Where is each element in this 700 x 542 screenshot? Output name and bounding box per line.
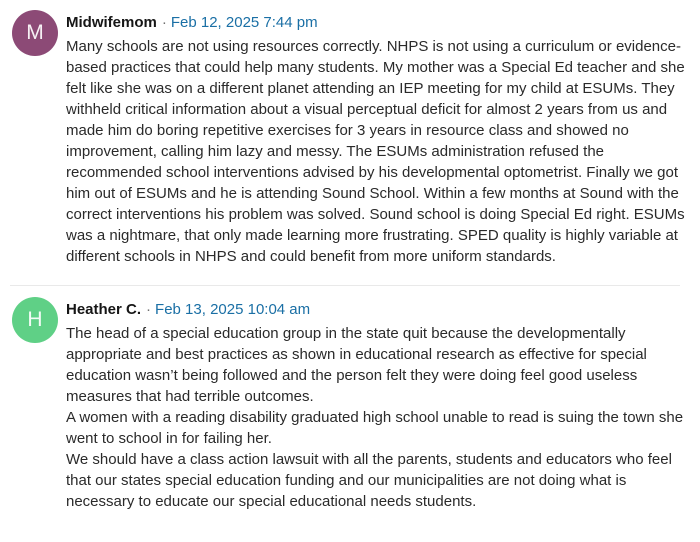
avatar-letter: H (27, 307, 43, 331)
comment-divider (10, 285, 680, 286)
comment-paragraph: We should have a class action lawsuit with all the parents, students and educators who feel that our states special education funding and our municipalities are not doing what is necessary to educate our special educational needs students. (66, 451, 672, 510)
comment-body (66, 36, 692, 267)
comment-paragraph: The head of a special education group in the state quit because the developmentally appropriate and best practices as shown in educational research as effective for special education wasn’t being followed and the person felt they were doing feel good useless measures that had terrible outcomes. (66, 325, 647, 405)
comment-header (66, 12, 692, 33)
avatar-heather-c (12, 297, 58, 343)
avatar-letter: M (26, 20, 44, 44)
comment-header (66, 299, 692, 320)
comment-timestamp-link[interactable]: Feb 13, 2025 10:04 am (155, 301, 311, 318)
separator-dot: · (161, 14, 167, 31)
comment-body (66, 323, 692, 512)
comment-heather-c (12, 297, 692, 512)
comment-content (66, 10, 692, 267)
avatar-midwifemom (12, 10, 58, 56)
comment-paragraph: A women with a reading disability graduated high school unable to read is suing the town she went to school in for failing her. (66, 409, 684, 447)
separator-dot: · (146, 301, 152, 318)
comment-paragraph: Many schools are not using resources correctly. NHPS is not using a curriculum or evidence-based practices that could help many students. My mother was a Special Ed teacher and she felt like she was on a different planet attending an IEP meeting for my child at ESUMs. They withheld critical information about a visual perceptual deficit for almost 2 years from us and made him do boring repetitive exercises for 3 years in resource class and showed no improvement, calling him lazy and messy. The ESUMs administration refused the recommended school interventions advised by his developmental optometrist. Finally we got him out of ESUMs and he is attending Sound School. Within a few months at Sound with the correct interventions his problem was solved. Sound school is doing Special Ed right. ESUMs was a nightmare, that only made learning more frustrating. SPED quality is highly variable at different schools in NHPS and could benefit from more uniform standards. (66, 38, 685, 265)
comment-author: Heather C. (66, 301, 142, 318)
comment-timestamp-link[interactable]: Feb 12, 2025 7:44 pm (170, 14, 318, 31)
comment-midwifemom (12, 10, 692, 267)
comment-content (66, 297, 692, 512)
comment-author: Midwifemom (66, 14, 157, 31)
